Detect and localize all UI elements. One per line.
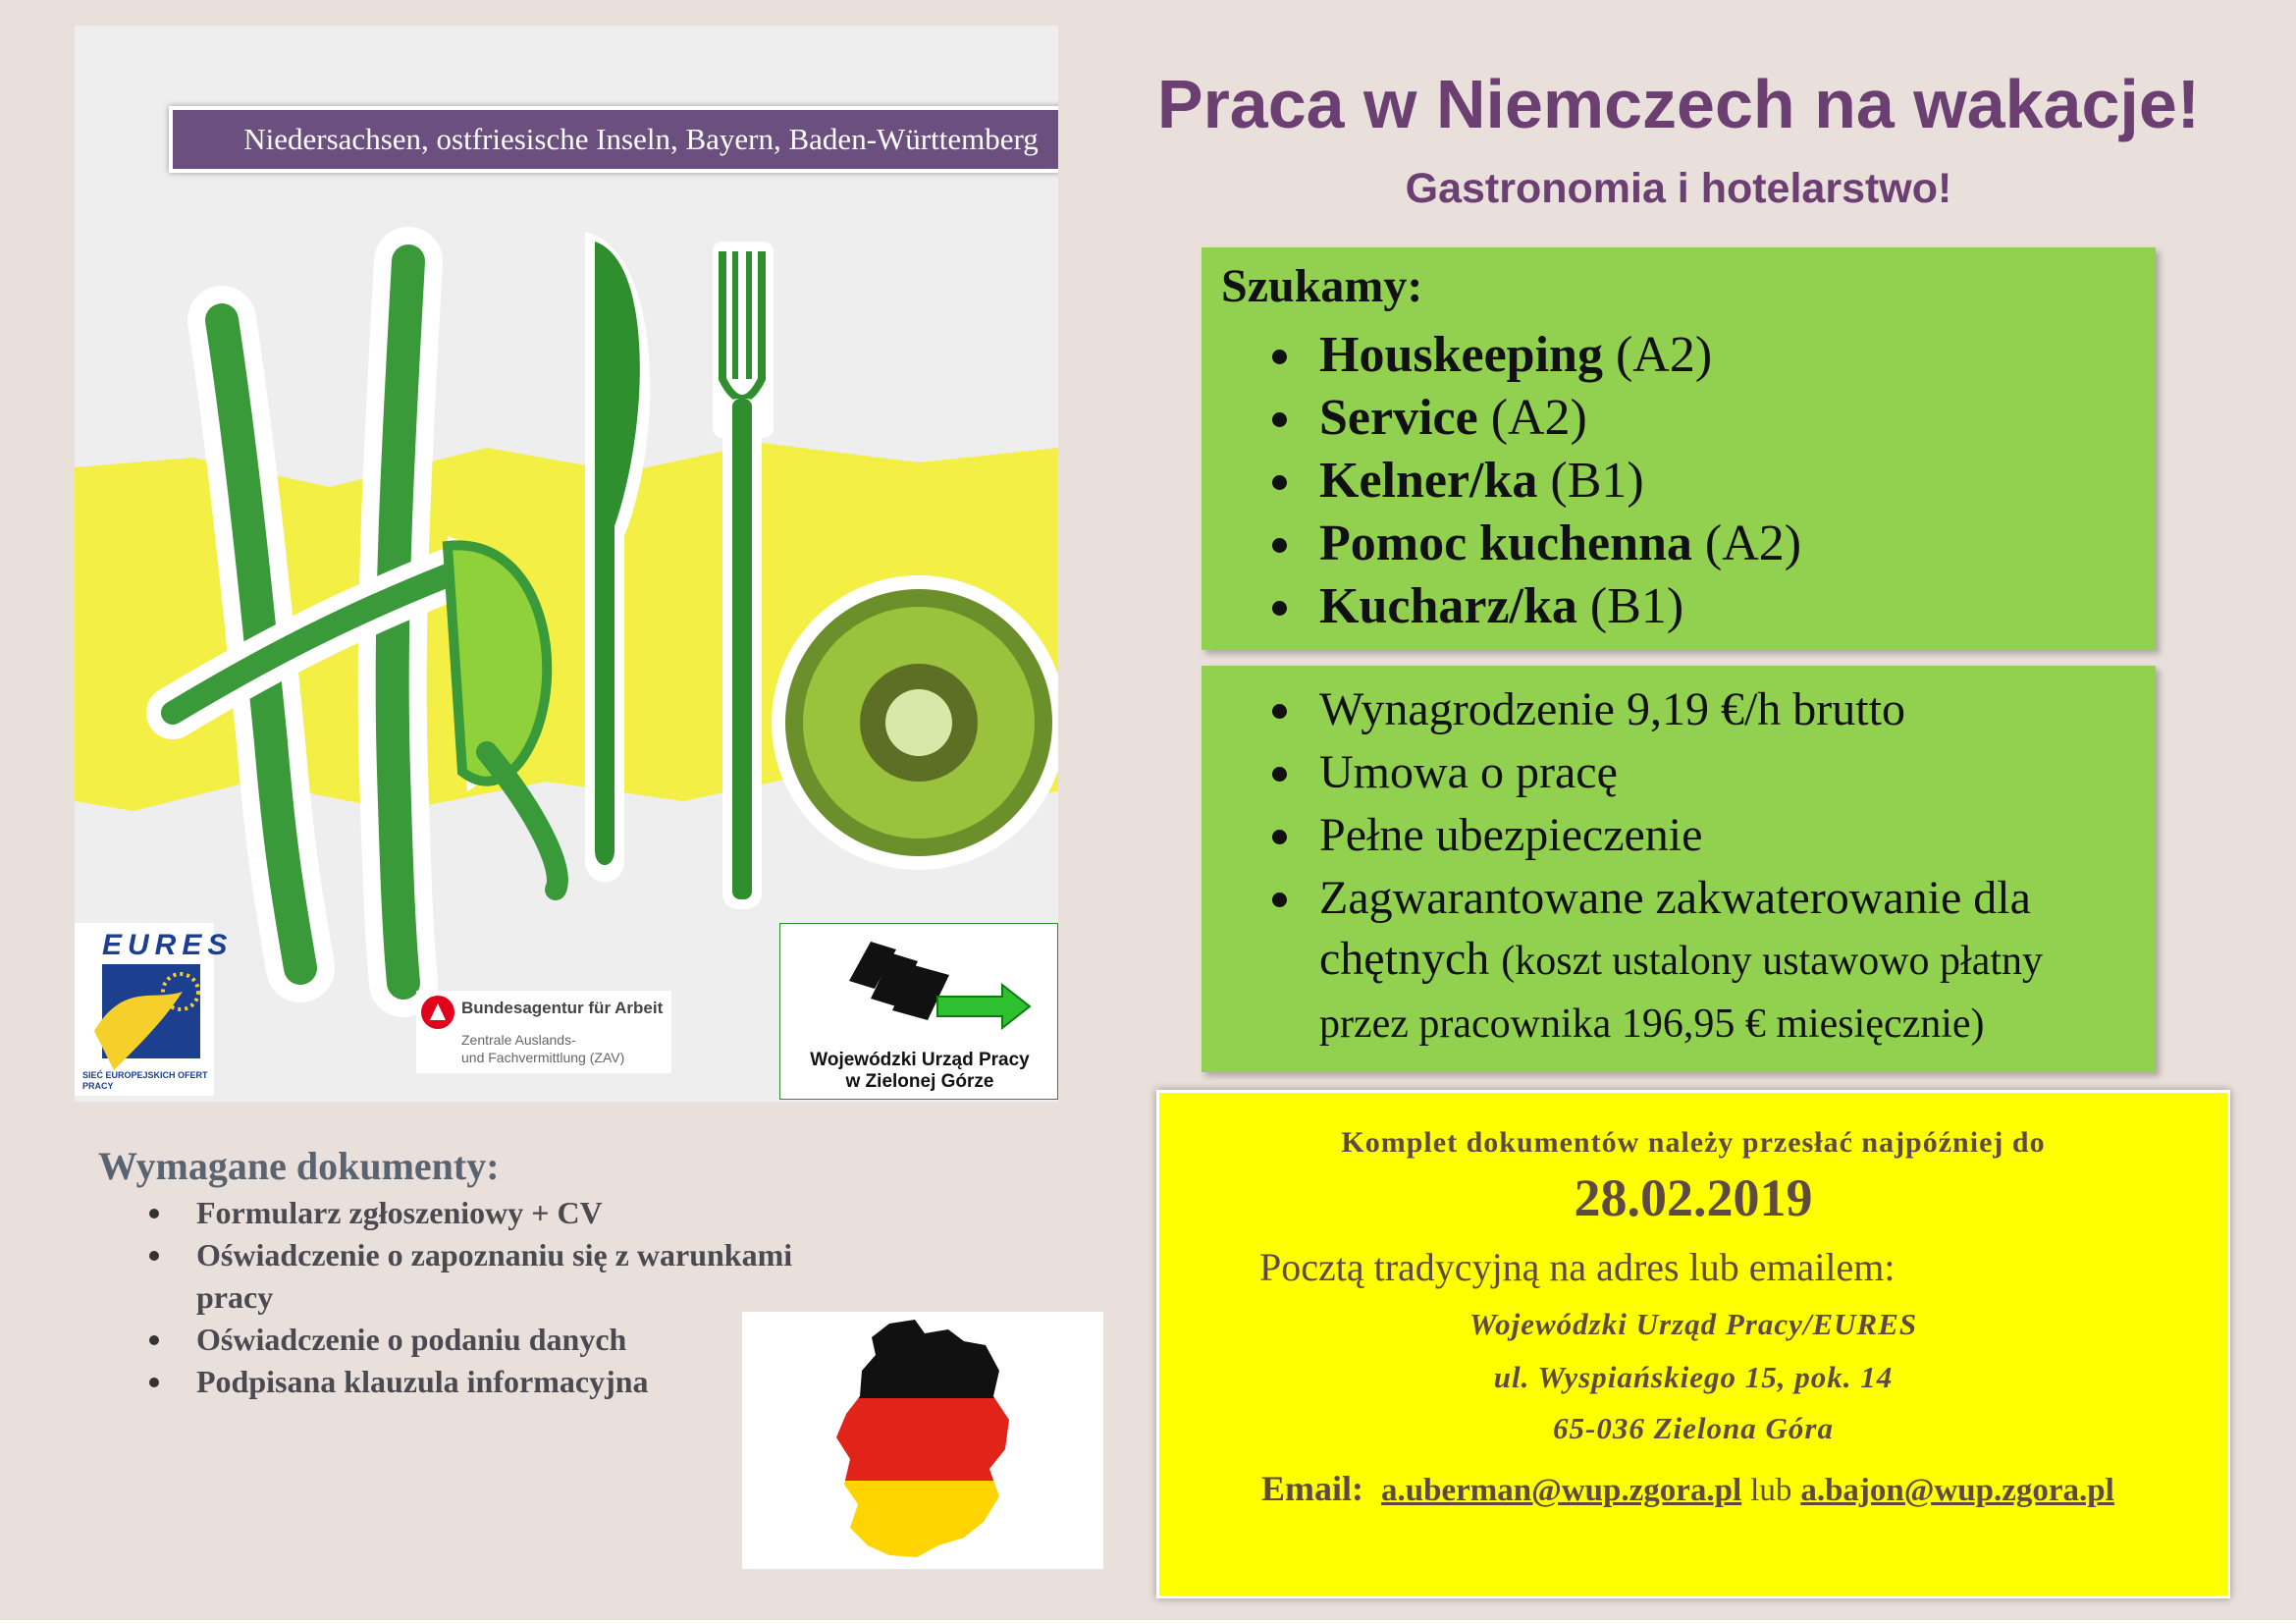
email-label: Email: <box>1261 1469 1363 1508</box>
page-title: Praca w Niemczech na wakacje! <box>1156 66 2201 142</box>
accommodation-note: (koszt ustalony ustawowo płatny przez pracownika 196,95 € miesięcznie) <box>1319 939 2044 1047</box>
hello-poster <box>75 26 1058 1102</box>
ba-logo <box>416 991 671 1073</box>
job-item <box>1201 450 2156 513</box>
email-link-bajon[interactable]: a.bajon@wup.zgora.pl <box>1800 1473 2114 1508</box>
eures-sub-text: SIEĆ EUROPEJSKICH OFERT PRACY <box>82 1070 208 1091</box>
job-item <box>1201 513 2156 575</box>
deadline-box <box>1156 1090 2230 1598</box>
deadline-date: 28.02.2019 <box>1574 1168 1813 1227</box>
germany-map <box>742 1312 1103 1569</box>
address-line: ul. Wyspiańskiego 15, pok. 14 <box>1493 1360 1894 1394</box>
email-or: lub <box>1750 1473 1792 1508</box>
job-name: Pomoc kuchenna <box>1319 515 1692 571</box>
bottom-border <box>0 1620 2296 1624</box>
germany-flag-map-icon <box>742 1312 1103 1569</box>
seeking-label: Szukamy: <box>1221 260 1423 312</box>
regions-banner: Niedersachsen, ostfriesische Inseln, Bayern, Baden-Württemberg <box>169 106 1058 173</box>
document-item: Podpisana klauzula informacyjna <box>98 1361 864 1403</box>
email-link-uberman[interactable]: a.uberman@wup.zgora.pl <box>1381 1473 1742 1508</box>
ba-line2: und Fachvermittlung (ZAV) <box>461 1050 625 1065</box>
email-row <box>1261 1468 2114 1509</box>
job-name: Houskeeping <box>1319 327 1603 383</box>
deadline-text: Komplet dokumentów należy przesłać najpóźniej do <box>1341 1126 2046 1159</box>
job-item <box>1201 324 2156 387</box>
ba-line1: Zentrale Auslands- <box>461 1032 576 1048</box>
benefits-list <box>1201 679 2124 1056</box>
seeking-box <box>1201 247 2156 650</box>
job-level: (B1) <box>1589 578 1684 634</box>
address-line: 65-036 Zielona Góra <box>1553 1411 1834 1445</box>
eures-logo-text: EURES <box>102 929 234 961</box>
job-item <box>1201 387 2156 450</box>
job-level: (B1) <box>1550 453 1644 509</box>
benefit-item-accommodation <box>1201 868 2124 1055</box>
jobs-list <box>1201 324 2156 638</box>
ba-name: Bundesagentur für Arbeit <box>461 999 664 1017</box>
eures-logo <box>75 923 234 1096</box>
job-name: Service <box>1319 390 1478 446</box>
address-line: Wojewódzki Urząd Pracy/EURES <box>1468 1307 1918 1341</box>
benefit-item: Wynagrodzenie 9,19 €/h brutto <box>1201 679 2124 740</box>
documents-title: Wymagane dokumenty: <box>98 1144 500 1188</box>
delivery-methods: Pocztą tradycyjną na adres lub emailem: <box>1259 1245 1896 1289</box>
wup-line1: Wojewódzki Urząd Pracy <box>810 1050 1030 1070</box>
document-item: Oświadczenie o podaniu danych <box>98 1319 864 1361</box>
wup-logo <box>779 923 1058 1100</box>
job-level: (A2) <box>1490 390 1587 446</box>
job-item <box>1201 575 2156 638</box>
wup-line2: w Zielonej Górze <box>845 1071 994 1092</box>
wup-arrow-logo-icon <box>780 924 1058 1032</box>
page-subtitle: Gastronomia i hotelarstwo! <box>1405 165 1952 212</box>
document-item: Oświadczenie o zapoznaniu się z warunkami pracy <box>98 1234 864 1319</box>
document-item: Formularz zgłoszeniowy + CV <box>98 1192 864 1234</box>
benefit-item: Pełne ubezpieczenie <box>1201 805 2124 866</box>
job-level: (A2) <box>1704 515 1802 571</box>
job-level: (A2) <box>1615 327 1713 383</box>
accommodation-main: Zagwarantowane zakwaterowanie dla chętnych <box>1319 872 2031 985</box>
ba-logo-icon <box>420 995 455 1030</box>
benefits-box <box>1201 666 2156 1072</box>
job-name: Kucharz/ka <box>1319 578 1577 634</box>
job-name: Kelner/ka <box>1319 453 1538 509</box>
benefit-item: Umowa o pracę <box>1201 742 2124 803</box>
